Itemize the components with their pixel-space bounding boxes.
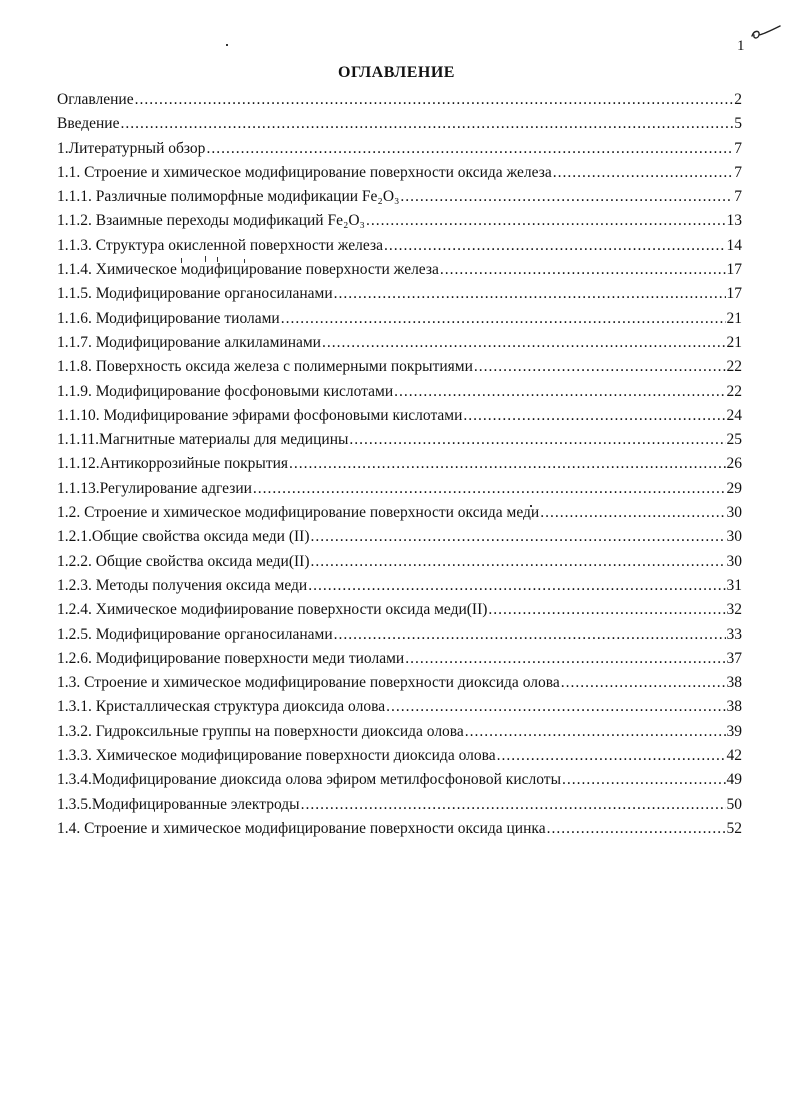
toc-entry-title: 1.2.5. Модифицирование органосиланами: [57, 625, 333, 643]
toc-entry-page: 22: [726, 382, 742, 400]
toc-entry-page: 38: [726, 698, 742, 716]
page-title: ОГЛАВЛЕНИЕ: [338, 64, 455, 81]
toc-entry-page: 38: [726, 674, 742, 692]
toc-entry: [57, 480, 742, 504]
toc-entry: [57, 164, 742, 188]
toc-dot-leader: [474, 358, 726, 376]
toc-entry-page: 30: [726, 504, 742, 522]
toc-dot-leader: [488, 601, 725, 619]
toc-entry: [57, 261, 742, 285]
toc-entry-page: 21: [726, 333, 742, 351]
toc-dot-leader: [553, 164, 734, 182]
toc-entry-page: 30: [726, 552, 742, 570]
toc-entry-title: 1.4. Строение и химическое модифицирование поверхности оксида цинка: [57, 819, 546, 837]
toc-dot-leader: [497, 747, 726, 765]
toc-entry-title: 1.1.9. Модифицирование фосфоновыми кислотами: [57, 382, 394, 400]
toc-entry-page: 42: [726, 747, 742, 765]
toc-dot-leader: [301, 796, 726, 814]
toc-entry-title: 1.3.1. Кристаллическая структура диоксида олова: [57, 698, 386, 716]
page-number: 1: [737, 38, 745, 54]
toc-entry-page: 30: [726, 528, 742, 546]
toc-entry-page: 37: [726, 649, 742, 667]
toc-entry-title: 1.1.10. Модифицирование эфирами фосфоновыми кислотами: [57, 406, 463, 424]
toc-entry: [57, 455, 742, 479]
toc-entry-title: 1.2. Строение и химическое модифицирование поверхности оксида меди: [57, 504, 540, 522]
toc-dot-leader: [206, 140, 733, 158]
toc-entry-title: 1.1.4. Химическое модифицирование поверхности железа: [57, 261, 439, 279]
toc-entry-title: 1.1.2. Взаимные переходы модификаций Fe₂O₃: [57, 212, 365, 230]
toc-entry-page: 21: [726, 309, 742, 327]
toc-entry: [57, 674, 742, 698]
toc-entry: [57, 723, 742, 747]
toc-dot-leader: [562, 771, 726, 789]
toc-dot-leader: [322, 334, 726, 352]
toc-dot-leader: [561, 674, 726, 692]
toc-entry: [57, 358, 742, 382]
toc-entry-page: 5: [734, 115, 742, 133]
toc-entry-page: 2: [734, 91, 742, 108]
toc-entry: [57, 212, 742, 236]
toc-dot-leader: [281, 310, 726, 328]
toc-entry-title: 1.1.1. Различные полиморфные модификации Fe₂O₃: [57, 188, 400, 206]
toc-entry: [57, 431, 742, 455]
toc-entry: [57, 91, 742, 115]
toc-entry-page: 13: [726, 212, 742, 230]
toc-entry: [57, 237, 742, 261]
toc-entry: [57, 626, 742, 650]
toc-entry-title: 1.1.6. Модифицирование тиолами: [57, 309, 280, 327]
toc-dot-leader: [308, 577, 725, 595]
toc-dot-leader: [120, 115, 733, 133]
toc-entry-title: 1.1.3. Структура окисленной поверхности железа: [57, 236, 383, 254]
toc-dot-leader: [311, 528, 726, 546]
toc-dot-leader: [547, 820, 726, 838]
toc-entry: [57, 383, 742, 407]
toc-entry-page: 7: [734, 188, 742, 206]
toc-dot-leader: [349, 431, 725, 449]
toc-entry: [57, 285, 742, 309]
toc-dot-leader: [386, 698, 725, 716]
toc-entry-page: 29: [726, 479, 742, 497]
toc-entry: [57, 771, 742, 795]
toc-entry-title: 1.3. Строение и химическое модифицирование поверхности диоксида олова: [57, 674, 560, 692]
toc-dot-leader: [289, 455, 725, 473]
toc-entry-title: 1.3.5.Модифицированные электроды: [57, 795, 300, 813]
toc-entry-title: Оглавление: [57, 91, 134, 108]
toc-dot-leader: [253, 480, 726, 498]
toc-entry-page: 33: [726, 625, 742, 643]
toc-entry-title: 1.2.2. Общие свойства оксида меди(II): [57, 552, 310, 570]
toc-entry-title: 1.1.7. Модифицирование алкиламинами: [57, 333, 321, 351]
handwritten-mark: [748, 22, 782, 46]
toc-dot-leader: [334, 285, 726, 303]
toc-entry-page: 24: [726, 406, 742, 424]
toc-dot-leader: [135, 91, 734, 109]
toc-entry-page: 17: [726, 261, 742, 279]
toc-dot-leader: [463, 407, 725, 425]
toc-dot-leader: [334, 626, 726, 644]
toc-entry: [57, 553, 742, 577]
toc-entry-page: 7: [734, 163, 742, 181]
toc-entry: [57, 601, 742, 625]
toc-entry-title: 1.2.1.Общие свойства оксида меди (II): [57, 528, 310, 546]
toc-entry: [57, 334, 742, 358]
toc-entry-page: 25: [726, 431, 742, 449]
toc-dot-leader: [394, 383, 725, 401]
toc-entry-title: 1.2.4. Химическое модифиирование поверхности оксида меди(II): [57, 601, 488, 619]
toc-entry-page: 26: [726, 455, 742, 473]
toc-entry-title: 1.3.3. Химическое модифицирование поверхности диоксида олова: [57, 747, 496, 765]
toc-entry-title: 1.2.6. Модифицирование поверхности меди тиолами: [57, 649, 405, 667]
toc-entry-page: 50: [726, 795, 742, 813]
toc-entry-page: 7: [734, 139, 742, 157]
toc-entry: [57, 698, 742, 722]
toc-entry: [57, 747, 742, 771]
toc-entry-page: 39: [726, 722, 742, 740]
toc-entry-title: 1.1.11.Магнитные материалы для медицины: [57, 431, 349, 449]
toc-entry: [57, 407, 742, 431]
toc-entry: [57, 140, 742, 164]
table-of-contents: [57, 91, 742, 844]
toc-entry-title: 1.1.13.Регулирование адгезии: [57, 479, 252, 497]
toc-entry: [57, 310, 742, 334]
toc-dot-leader: [540, 504, 725, 522]
toc-dot-leader: [400, 188, 733, 206]
toc-entry: [57, 188, 742, 212]
toc-entry: [57, 820, 742, 844]
toc-entry-page: 22: [726, 358, 742, 376]
toc-entry-page: 17: [726, 285, 742, 303]
toc-entry: [57, 504, 742, 528]
scan-speck: [226, 44, 228, 46]
toc-entry-page: 14: [726, 236, 742, 254]
toc-entry-title: 1.Литературный обзор: [57, 139, 206, 157]
toc-entry-page: 32: [726, 601, 742, 619]
toc-dot-leader: [465, 723, 726, 741]
toc-entry-page: 31: [726, 576, 742, 594]
toc-entry-page: 49: [726, 771, 742, 789]
toc-entry-title: 1.3.4.Модифицирование диоксида олова эфиром метилфосфоновой кислоты: [57, 771, 561, 789]
toc-entry-title: Введение: [57, 115, 120, 133]
toc-entry: [57, 650, 742, 674]
toc-entry-title: 1.1. Строение и химическое модифицирование поверхности оксида железа: [57, 163, 552, 181]
toc-entry-page: 52: [726, 819, 742, 837]
toc-entry: [57, 577, 742, 601]
toc-entry-title: 1.3.2. Гидроксильные группы на поверхности диоксида олова: [57, 722, 464, 740]
toc-dot-leader: [366, 212, 726, 230]
toc-entry: [57, 115, 742, 139]
toc-dot-leader: [440, 261, 726, 279]
toc-entry: [57, 528, 742, 552]
toc-dot-leader: [311, 553, 726, 571]
toc-entry-title: 1.1.5. Модифицирование органосиланами: [57, 285, 333, 303]
toc-entry: [57, 796, 742, 820]
toc-entry-title: 1.1.8. Поверхность оксида железа с полимерными покрытиями: [57, 358, 473, 376]
toc-entry-title: 1.2.3. Методы получения оксида меди: [57, 576, 308, 594]
toc-dot-leader: [405, 650, 725, 668]
toc-dot-leader: [384, 237, 726, 255]
toc-entry-title: 1.1.12.Антикоррозийные покрытия: [57, 455, 289, 473]
